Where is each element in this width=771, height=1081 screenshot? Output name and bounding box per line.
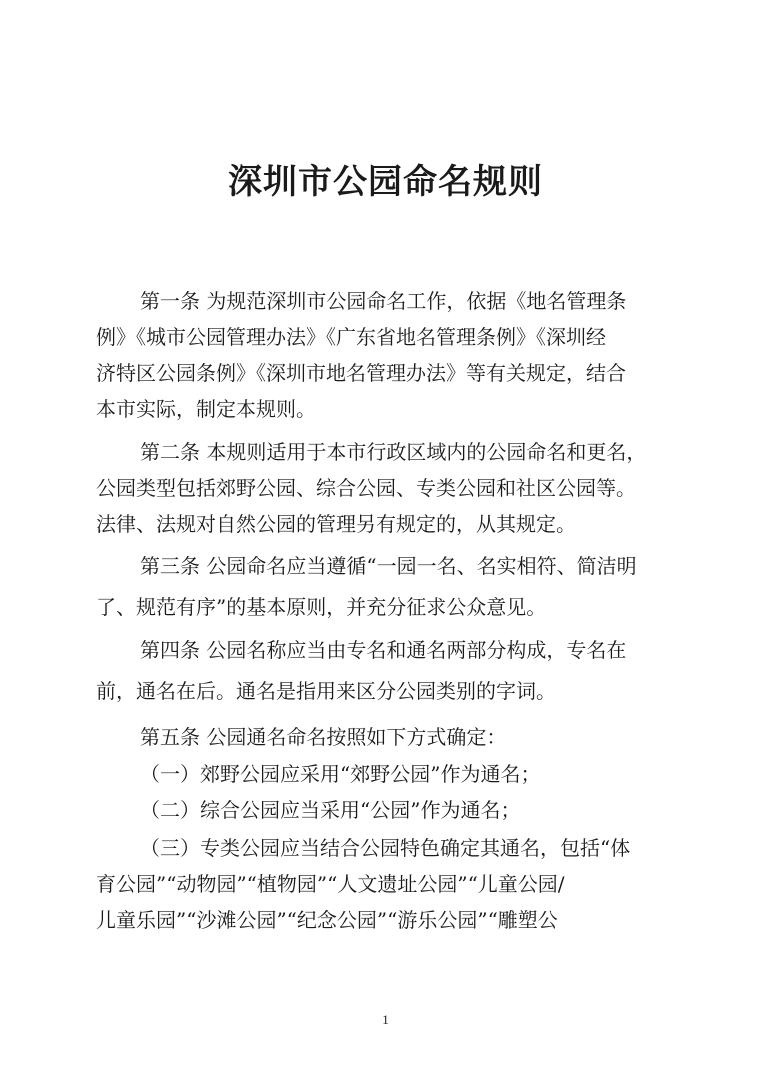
body-line: 例》《城市公园管理办法》《广东省地名管理条例》《深圳经 xyxy=(96,325,606,349)
body-line: （二）综合公园应当采用“公园”作为通名； xyxy=(140,798,521,822)
body-line: 济特区公园条例》《深圳市地名管理办法》等有关规定，结合 xyxy=(96,361,626,385)
body-line: 第二条 本规则适用于本市行政区域内的公园命名和更名， xyxy=(140,440,647,464)
body-line: 第四条 公园名称应当由专名和通名两部分构成，专名在 xyxy=(140,638,627,662)
body-line: 公园类型包括郊野公园、综合公园、专类公园和社区公园等。 xyxy=(96,476,636,500)
body-line: 法律、法规对自然公园的管理另有规定的，从其规定。 xyxy=(96,512,576,536)
body-line: 第五条 公园通名命名按照如下方式确定： xyxy=(140,725,507,749)
body-line: 育公园”“动物园”“植物园”“人文遗址公园”“儿童公园/ xyxy=(96,872,565,896)
body-line: 第三条 公园命名应当遵循“一园一名、名实相符、简洁明 xyxy=(140,554,637,578)
document-title: 深圳市公园命名规则 xyxy=(228,162,543,202)
page-number: 1 xyxy=(382,1012,389,1027)
body-line: （三）专类公园应当结合公园特色确定其通名，包括“体 xyxy=(140,836,631,860)
body-line: 第一条 为规范深圳市公园命名工作，依据《地名管理条 xyxy=(140,289,627,313)
body-line: 儿童乐园”“沙滩公园”“纪念公园”“游乐公园”“雕塑公 xyxy=(96,908,558,932)
body-line: 前，通名在后。通名是指用来区分公园类别的字词。 xyxy=(96,679,556,703)
body-line: （一）郊野公园应采用“郊野公园”作为通名； xyxy=(140,762,541,786)
body-line: 本市实际，制定本规则。 xyxy=(96,397,316,421)
body-line: 了、规范有序”的基本原则，并充分征求公众意见。 xyxy=(96,595,547,619)
